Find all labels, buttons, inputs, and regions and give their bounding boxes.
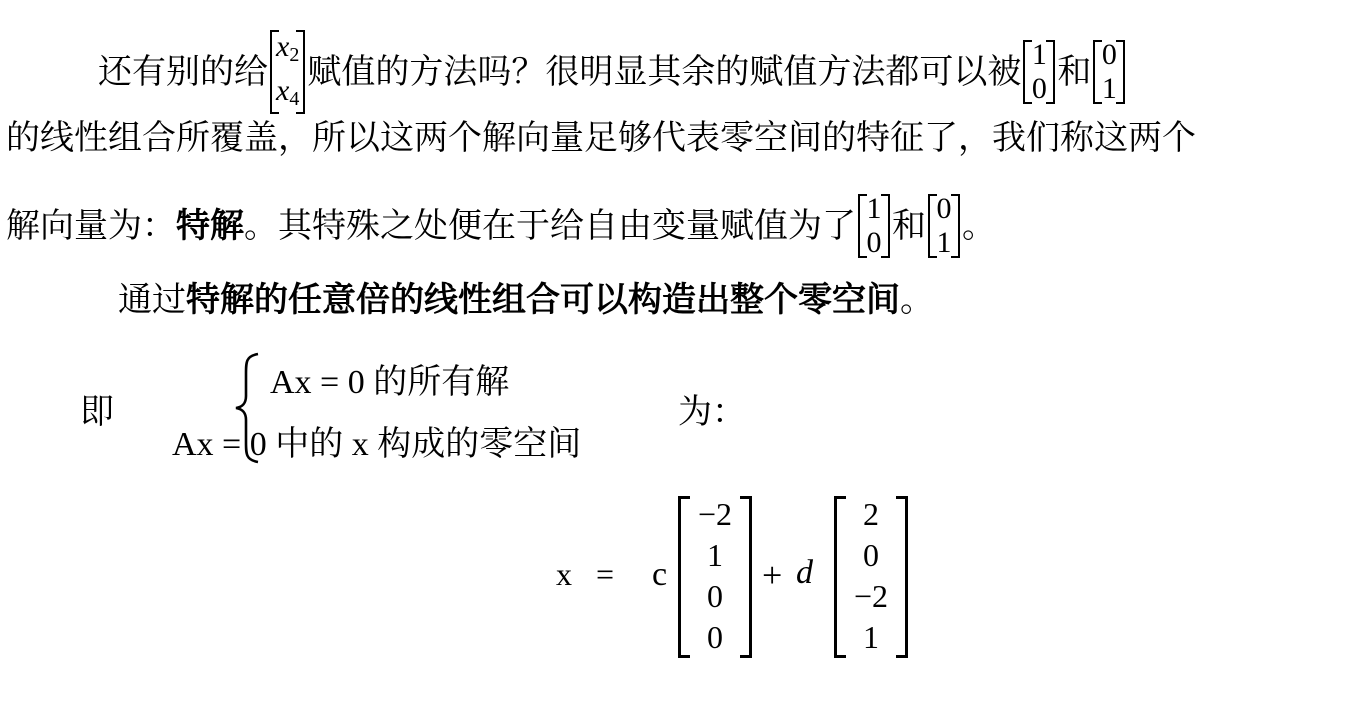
brace-system — [80, 348, 780, 468]
special-solution-vector-2 — [834, 494, 908, 660]
vector-1-0 — [858, 192, 890, 260]
vector-cell: 1 — [866, 192, 882, 225]
vector-cell: 1 — [707, 537, 723, 573]
bold-term: 特解 — [176, 206, 244, 246]
vector-cell: 1 — [1101, 72, 1117, 105]
text-segment: 和 — [892, 206, 926, 246]
brace-lead: 即 — [80, 392, 114, 432]
text-segment: 。 — [900, 280, 934, 320]
vector-cell: $x_4$ — [276, 74, 300, 110]
vector-x2-x4 — [270, 28, 305, 116]
text-segment: 解向量为： — [6, 206, 176, 246]
brace-tail: 为： — [678, 392, 746, 432]
vector-cell: −2 — [853, 578, 889, 614]
text-segment: 。 — [962, 206, 996, 246]
vector-cell: 0 — [707, 578, 723, 614]
vector-cell: 1 — [1031, 38, 1047, 71]
paragraph-line-3 — [6, 192, 996, 260]
vector-cell: 0 — [936, 192, 952, 225]
vector-0-1 — [928, 192, 960, 260]
vector-cell: $x_2$ — [276, 30, 300, 66]
text-segment: 通过 — [118, 280, 186, 320]
brace-case-2: Ax = 0 中的 x 构成的零空间 — [172, 426, 582, 463]
vector-cell: −2 — [697, 496, 733, 532]
vector-cell: 0 — [707, 619, 723, 655]
equation-lhs: x — [556, 556, 572, 592]
paragraph-line-4 — [118, 278, 934, 320]
text-segment: 的线性组合所覆盖，所以这两个解向量足够代表零空间的特征了，我们称这两个 — [6, 118, 1196, 158]
paragraph-line-2 — [6, 116, 1196, 158]
vector-cell: 0 — [863, 537, 879, 573]
text-segment: 还有别的给 — [98, 52, 268, 92]
brace-case-1: Ax = 0 的所有解 — [270, 364, 510, 401]
vector-cell: 0 — [1101, 38, 1117, 71]
vector-cell: 0 — [866, 226, 882, 259]
null-space-equation — [556, 494, 936, 664]
special-solution-vector-1 — [678, 494, 752, 660]
text-segment: 和 — [1057, 52, 1092, 92]
vector-cell: 1 — [863, 619, 879, 655]
text-segment: 。其特殊之处便在于给自由变量赋值为了 — [244, 206, 856, 246]
equals-sign: = — [596, 556, 615, 592]
coefficient-d: d — [796, 554, 813, 591]
paragraph-line-1 — [98, 28, 1127, 116]
text-segment: 赋值的方法吗？很明显其余的赋值方法都可以被 — [307, 52, 1022, 92]
plus-sign: + — [762, 555, 783, 595]
vector-cell: 0 — [1031, 72, 1047, 105]
coefficient-c: c — [652, 556, 668, 593]
vector-cell: 2 — [863, 496, 879, 532]
vector-0-1 — [1093, 38, 1125, 106]
vector-1-0 — [1023, 38, 1055, 106]
bold-statement: 特解的任意倍的线性组合可以构造出整个零空间 — [186, 280, 900, 320]
vector-cell: 1 — [936, 226, 952, 259]
